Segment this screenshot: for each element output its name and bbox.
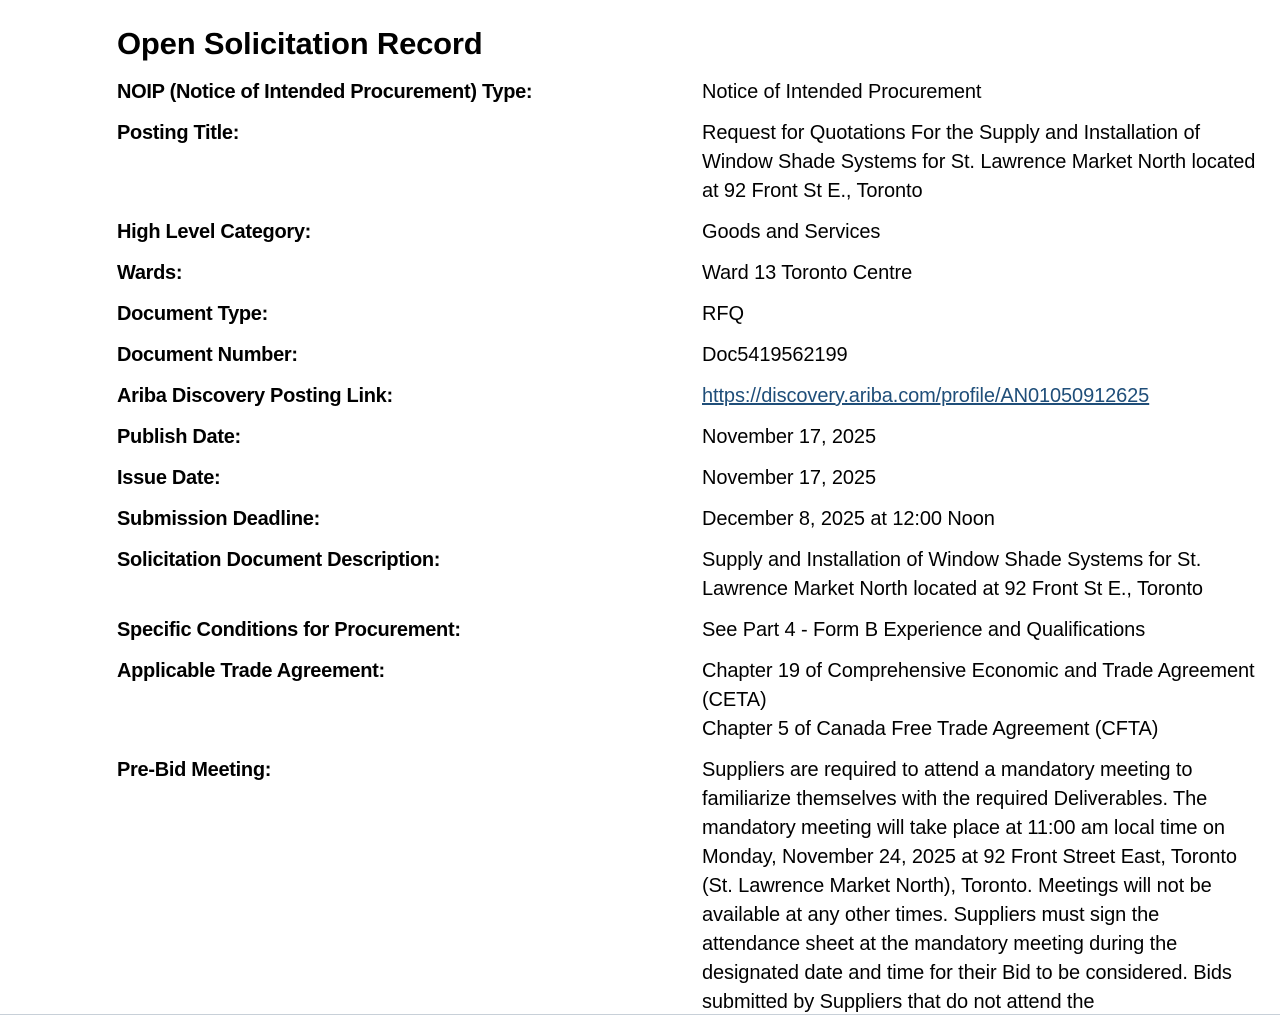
field-row-issue-date [117, 464, 1257, 493]
page-title: Open Solicitation Record [117, 26, 483, 61]
field-row-trade-agreement [117, 657, 1257, 744]
field-row-solicitation-description [117, 546, 1257, 604]
field-row-document-type [117, 300, 1257, 329]
field-row-noip-type [117, 78, 1257, 107]
trade-agreement-line: Chapter 5 of Canada Free Trade Agreement (CFTA) [702, 718, 1159, 740]
trade-agreement-line: Chapter 19 of Comprehensive Economic and Trade Agreement (CETA) [702, 660, 1255, 711]
field-value: Ward 13 Toronto Centre [702, 262, 913, 284]
field-label: Publish Date: [117, 426, 241, 448]
field-value: See Part 4 - Form B Experience and Qualifications [702, 619, 1146, 641]
field-value: RFQ [702, 303, 744, 325]
field-label: NOIP (Notice of Intended Procurement) Type: [117, 81, 533, 103]
field-row-ariba-link [117, 382, 1257, 411]
field-value: November 17, 2025 [702, 426, 876, 448]
field-row-document-number [117, 341, 1257, 370]
field-label: Document Number: [117, 344, 298, 366]
field-label: Posting Title: [117, 122, 240, 144]
solicitation-record [117, 24, 1257, 1029]
field-label: Issue Date: [117, 467, 221, 489]
field-value: November 17, 2025 [702, 467, 876, 489]
field-value: Goods and Services [702, 221, 881, 243]
field-label: Document Type: [117, 303, 268, 325]
field-label: Solicitation Document Description: [117, 549, 441, 571]
field-row-pre-bid-meeting [117, 756, 1257, 1017]
field-value: Suppliers are required to attend a mandatory meeting to familiarize themselves with the required Deliverables. The mandatory meeting will take place at 11:00 am local time on Monday, November 24, 2025 at 92 Front Street East, Toronto (St. Lawrence Market North), Toronto. Meetings will not be available at any other times. Suppliers must sign the attendance sheet at the mandatory meeting during the designated date and time for their Bid to be considered. Bids submitted by Suppliers that do not attend the [702, 759, 1237, 1013]
field-value [702, 657, 1257, 744]
field-row-specific-conditions [117, 616, 1257, 645]
field-row-wards [117, 259, 1257, 288]
field-label: High Level Category: [117, 221, 312, 243]
field-value: Request for Quotations For the Supply and Installation of Window Shade Systems for St. Lawrence Market North located at 92 Front St E., Toronto [702, 122, 1256, 202]
field-value: Notice of Intended Procurement [702, 81, 982, 103]
field-value: Doc5419562199 [702, 344, 848, 366]
field-row-publish-date [117, 423, 1257, 452]
field-value: Supply and Installation of Window Shade Systems for St. Lawrence Market North located at 92 Front St E., Toronto [702, 549, 1203, 600]
field-label: Wards: [117, 262, 183, 284]
field-row-posting-title [117, 119, 1257, 206]
field-label: Applicable Trade Agreement: [117, 660, 385, 682]
field-label: Pre-Bid Meeting: [117, 759, 272, 781]
field-value: December 8, 2025 at 12:00 Noon [702, 508, 995, 530]
bottom-divider [0, 1014, 1280, 1015]
field-label: Specific Conditions for Procurement: [117, 619, 461, 641]
field-row-submission-deadline [117, 505, 1257, 534]
field-label: Ariba Discovery Posting Link: [117, 385, 393, 407]
field-label: Submission Deadline: [117, 508, 320, 530]
ariba-posting-link[interactable]: https://discovery.ariba.com/profile/AN01050912625 [702, 385, 1150, 407]
field-value [702, 382, 1257, 411]
field-row-high-level-category [117, 218, 1257, 247]
